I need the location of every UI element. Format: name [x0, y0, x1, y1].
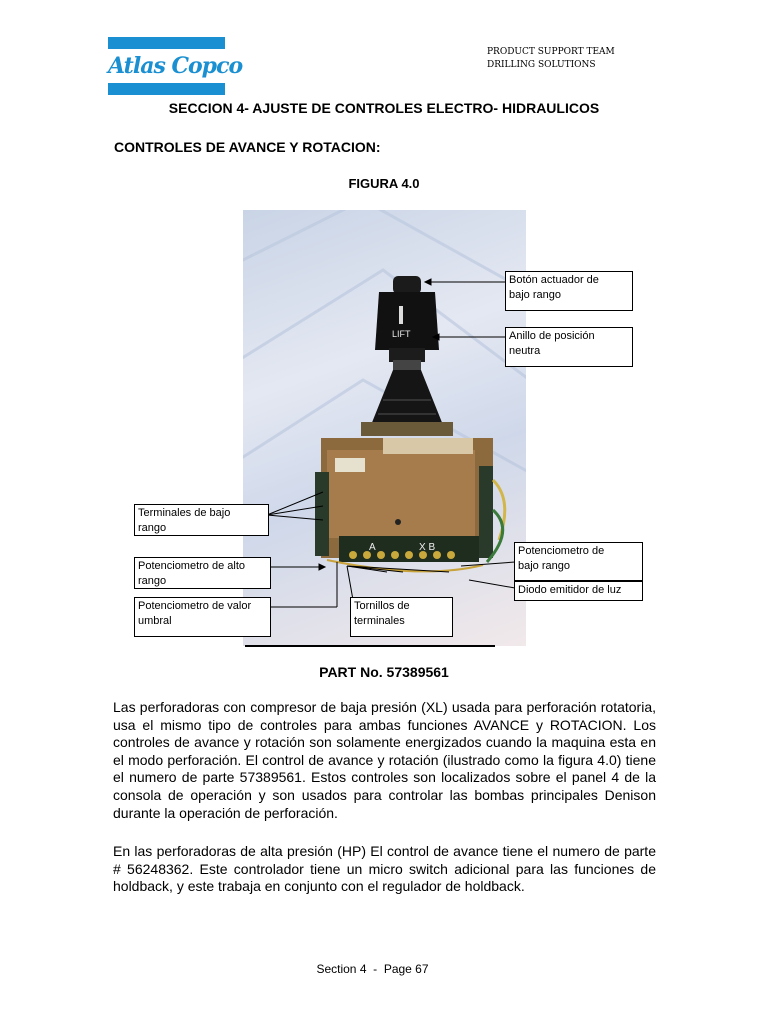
- joystick-photo: [243, 210, 526, 646]
- callout-line: Terminales de bajo: [138, 507, 231, 519]
- section-title: SECCION 4- AJUSTE DE CONTROLES ELECTRO- HIDRAULICOS: [168, 100, 600, 116]
- header-division: DRILLING SOLUTIONS: [487, 60, 596, 70]
- header-team-block: [487, 46, 687, 72]
- logo-wordmark: Atlas Copco: [108, 53, 243, 79]
- page-footer: Section 4 - Page 67: [316, 962, 429, 976]
- callout-tornillos-terminales: [350, 597, 453, 637]
- callout-diodo-emisor: [514, 581, 643, 601]
- part-number: PART No. 57389561: [319, 664, 449, 680]
- callout-terminales-bajo-rango: [134, 504, 269, 536]
- callout-potenciometro-umbral: [134, 597, 271, 637]
- header-team: PRODUCT SUPPORT TEAM: [487, 47, 615, 57]
- body-paragraph: En las perforadoras de alta presión (HP) El control de avance tiene el numero de parte # 56248362. Este controlador tiene un micro switch adicional para las funciones de holdback, y este trabaja en conjunto con el regulador de holdback.: [113, 843, 656, 895]
- atlas-copco-logo: [108, 37, 243, 95]
- callout-line: Diodo emitidor de luz: [518, 584, 622, 596]
- svg-text:X B: X B: [419, 542, 436, 553]
- callout-line: umbral: [138, 615, 172, 627]
- callout-line: bajo rango: [509, 289, 561, 301]
- figure-rule: [245, 645, 495, 647]
- figure-title: FIGURA 4.0: [348, 176, 420, 191]
- callout-line: neutra: [509, 345, 541, 357]
- callout-line: rango: [138, 575, 167, 587]
- callout-boton-actuador: [505, 271, 633, 311]
- callout-anillo-posicion: [505, 327, 633, 367]
- svg-text:A: A: [369, 542, 376, 553]
- logo-bar-top: [108, 37, 225, 49]
- handle-lift-text: LIFT: [392, 329, 411, 339]
- joystick-illustration: [243, 210, 526, 646]
- callout-line: bajo rango: [518, 560, 570, 572]
- callout-line: Potenciometro de: [518, 545, 605, 557]
- callout-potenciometro-alto: [134, 557, 271, 589]
- callout-line: Anillo de posición: [509, 330, 595, 342]
- callout-line: Tornillos de: [354, 600, 410, 612]
- body-paragraph: Las perforadoras con compresor de baja presión (XL) usada para perforación rotatoria, usa el mismo tipo de controles para ambas funciones AVANCE y ROTACION. Los controles de avance y rotación son solamente energizados cuando la maquina esta en el modo perforación. El control de avance y rotación (ilustrado como la figura 4.0) tiene el numero de parte 57389561. Estos controles son localizados sobre el panel 4 de la consola de operación y son usados para controlar las bombas principales Denison durante la operación de perforación.: [113, 699, 656, 821]
- callout-line: terminales: [354, 615, 405, 627]
- callout-line: Botón actuador de: [509, 274, 599, 286]
- callout-line: Potenciometro de alto: [138, 560, 246, 572]
- logo-bar-bottom: [108, 83, 225, 95]
- callout-line: Potenciometro de valor: [138, 600, 252, 612]
- callout-potenciometro-bajo: [514, 542, 643, 581]
- subsection-title: CONTROLES DE AVANCE Y ROTACION:: [114, 139, 381, 155]
- callout-line: rango: [138, 522, 167, 534]
